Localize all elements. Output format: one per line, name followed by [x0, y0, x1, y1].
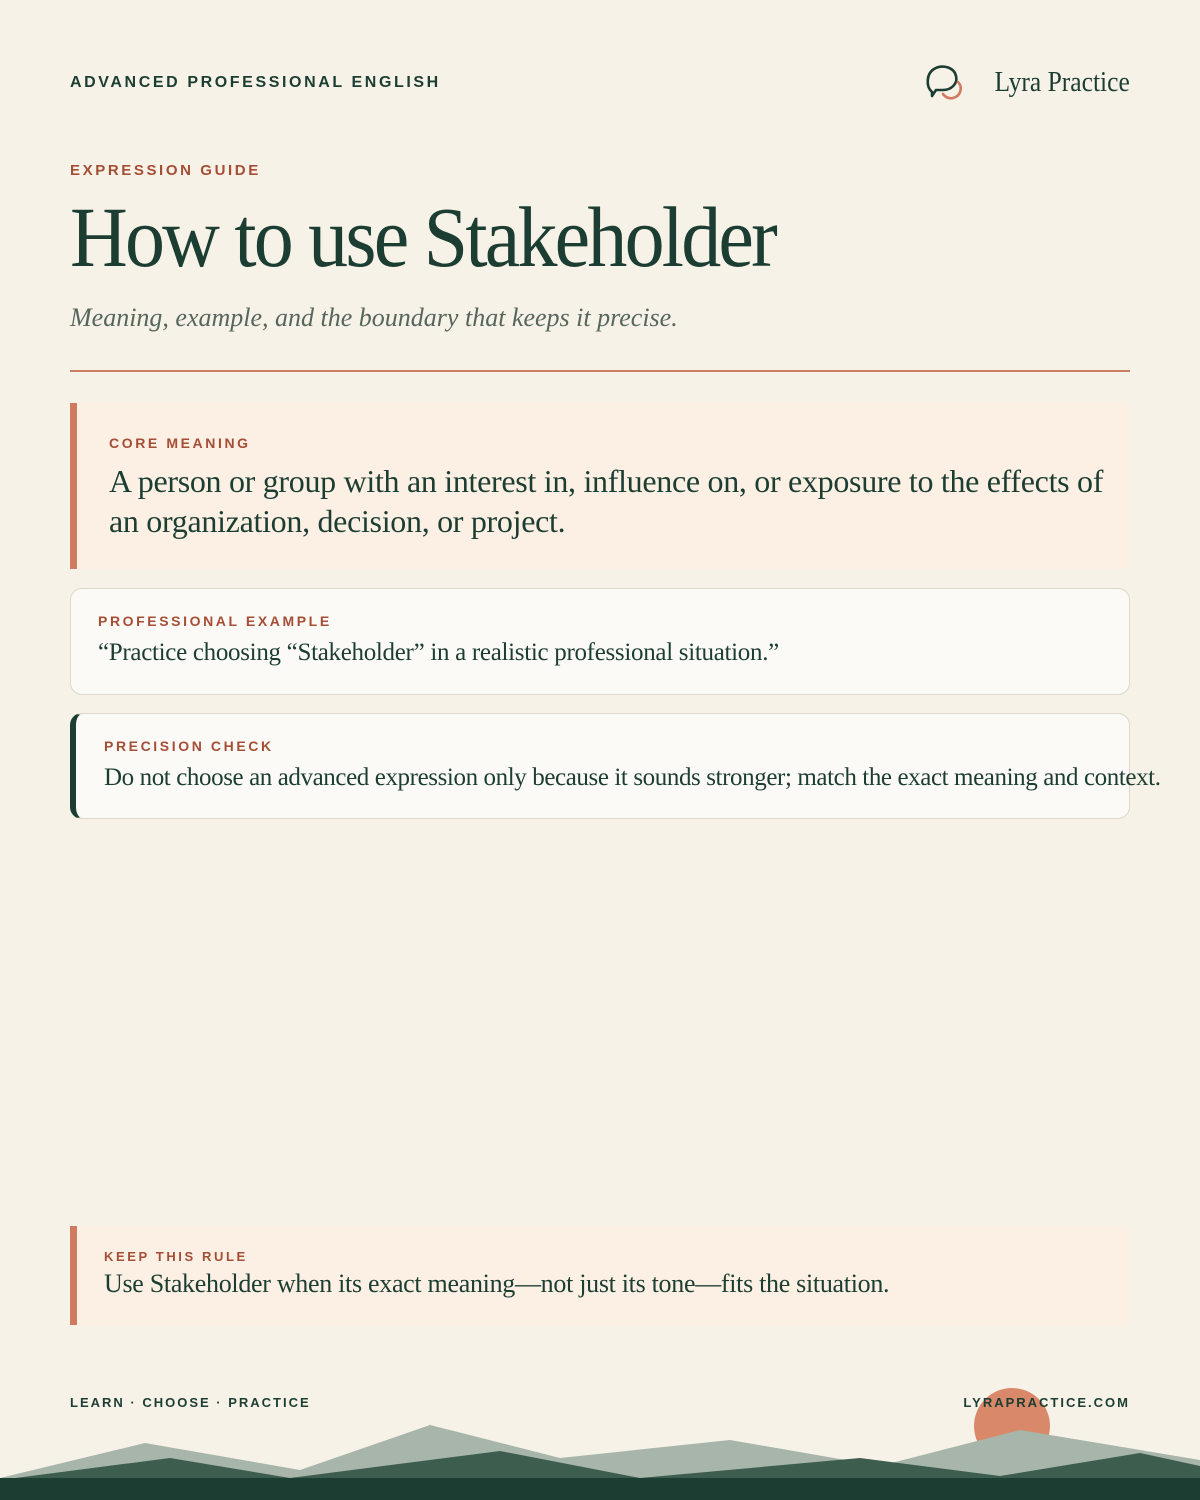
keep-rule-panel [70, 1226, 1130, 1325]
footer-tagline: LEARN · CHOOSE · PRACTICE [70, 1395, 311, 1410]
professional-example-card [70, 588, 1130, 695]
section-kicker: EXPRESSION GUIDE [70, 162, 261, 179]
footer-website-link[interactable]: LYRAPRACTICE.COM [963, 1395, 1130, 1410]
core-meaning-panel [70, 403, 1130, 569]
page-subtitle: Meaning, example, and the boundary that keeps it precise. [70, 303, 678, 332]
core-meaning-label: CORE MEANING [109, 435, 251, 451]
core-meaning-text: A person or group with an interest in, influence on, or exposure to the effects of an organization, decision, or project. [109, 463, 1104, 539]
precision-check-label: PRECISION CHECK [104, 738, 274, 754]
keep-rule-text: Use Stakeholder when its exact meaning—not just its tone—fits the situation. [104, 1269, 890, 1298]
brand-name: Lyra Practice [994, 65, 1130, 98]
keep-rule-label: KEEP THIS RULE [104, 1249, 248, 1264]
brand-logo[interactable] [924, 62, 1130, 102]
page-title: How to use Stakeholder [70, 189, 775, 285]
precision-check-card [70, 713, 1161, 819]
professional-example-text: “Practice choosing “Stakeholder” in a realistic professional situation.” [98, 639, 779, 666]
divider [70, 370, 1130, 372]
speech-bubbles-icon [924, 62, 964, 102]
footer-ground [0, 1478, 1200, 1500]
series-label: ADVANCED PROFESSIONAL ENGLISH [70, 74, 441, 91]
precision-check-text: Do not choose an advanced expression only because it sounds stronger; match the exact meaning and context. [104, 764, 1161, 791]
professional-example-label: PROFESSIONAL EXAMPLE [98, 613, 332, 629]
